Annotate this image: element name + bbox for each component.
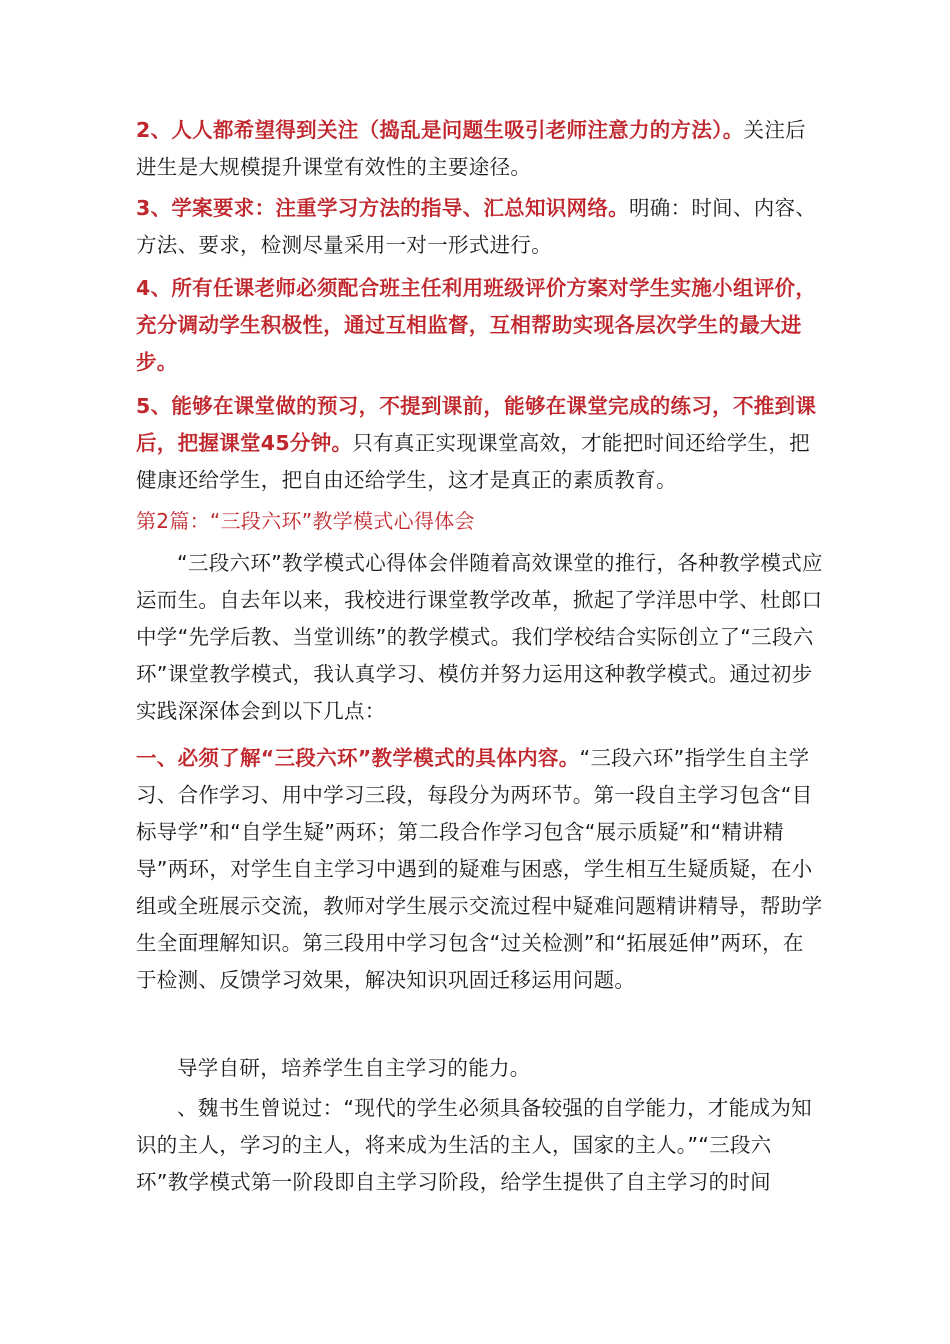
section-1-heading: 一、必须了解“三段六环”教学模式的具体内容。 — [136, 746, 580, 770]
section-1-text: “三段六环”指学生自主学习、合作学习、用中学习三段，每段分为两环节。第一段自主学习包含“目标导学”和“自学生疑”两环；第二段合作学习包含“展示质疑”和“精讲精导”两环，对学生自主学习中遇到的疑难与困惑，学生相互生疑质疑，在小组或全班展示交流，教师对学生展示交流过程中疑难问题精讲精导，帮助学生全面理解知识。第三段用中学习包含“过关检测”和“拓展延伸”两环，在于检测、反馈学习效果，解决知识巩固迁移运用问题。 — [136, 746, 823, 992]
point-2-paragraph — [136, 112, 824, 186]
wei-shusheng-paragraph: 、魏书生曾说过：“现代的学生必须具备较强的自学能力，才能成为知识的主人，学习的主人，将来成为生活的主人，国家的主人。”“三段六环”教学模式第一阶段即自主学习阶段，给学生提供了自主学习的时间 — [136, 1096, 812, 1194]
point-3-highlight: 3、学案要求：注重学习方法的指导、汇总知识网络。 — [136, 196, 629, 220]
self-study-heading: 导学自研，培养学生自主学习的能力。 — [177, 1056, 531, 1080]
point-4-paragraph — [136, 270, 824, 381]
point-5-text: 只有真正实现课堂高效，才能把时间还给学生，把健康还给学生，把自由还给学生，这才是真正的素质教育。 — [136, 431, 810, 492]
point-3-paragraph — [136, 190, 824, 264]
point-2-highlight: 2、人人都希望得到关注（捣乱是问题生吸引老师注意力的方法）。 — [136, 118, 744, 142]
point-5-highlight: 5、能够在课堂做的预习，不提到课前，能够在课堂完成的练习，不推到课后，把握课堂45分钟。 — [136, 394, 817, 455]
point-3-text: 明确：时间、内容、方法、要求，检测尽量采用一对一形式进行。 — [136, 196, 817, 257]
point-2-text: 关注后进生是大规模提升课堂有效性的主要途径。 — [136, 118, 806, 179]
section-1-paragraph — [136, 740, 824, 999]
point-4-highlight: 4、所有任课老师必须配合班主任利用班级评价方案对学生实施小组评价，充分调动学生积极性，通过互相监督，互相帮助实现各层次学生的最大进步。 — [136, 276, 817, 374]
point-5-paragraph — [136, 388, 824, 499]
article-title: 第2篇：“三段六环”教学模式心得体会 — [136, 509, 475, 533]
intro-paragraph: “三段六环”教学模式心得体会伴随着高效课堂的推行，各种教学模式应运而生。自去年以来，我校进行课堂教学改革，掀起了学洋思中学、杜郎口中学“先学后教、当堂训练”的教学模式。我们学校结合实际创立了“三段六环”课堂教学模式，我认真学习、模仿并努力运用这种教学模式。通过初步实践深深体会到以下几点： — [136, 551, 823, 723]
